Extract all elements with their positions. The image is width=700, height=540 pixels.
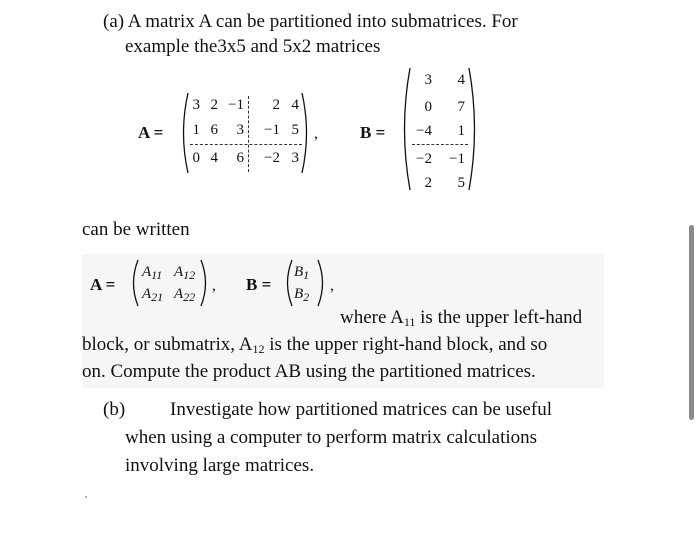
explanation-line-3: on. Compute the product AB using the partitioned matrices. (82, 361, 536, 382)
block-a-comma: , (212, 277, 216, 294)
block-matrix-b (246, 258, 346, 310)
part-b-line-1: Investigate how partitioned matrices can be useful (170, 399, 552, 420)
matrix-a-label: A = (138, 123, 164, 142)
matrix-b-cell: 5 (457, 175, 465, 191)
block-b-comma: , (330, 277, 334, 294)
vertical-scrollbar[interactable] (689, 225, 694, 420)
matrix-b-cell: 3 (424, 72, 432, 88)
matrix-a-cell: 1 (192, 122, 200, 138)
matrix-a-cell: 3 (291, 150, 299, 166)
matrix-a-cell: 2 (272, 97, 280, 113)
matrix-a-cell: −1 (228, 97, 244, 113)
block-matrix-a-label: A = (90, 275, 116, 294)
matrix-a-cell: 4 (291, 97, 299, 113)
block-matrix-b-label: B = (246, 275, 272, 294)
matrix-b-cell: 2 (424, 175, 432, 191)
block-a12: $A_{12}$ (174, 264, 196, 282)
block-b2: $B_2$ (294, 286, 310, 304)
matrix-b-right-paren (467, 65, 481, 193)
matrix-a-cell: 6 (236, 150, 244, 166)
matrix-b (356, 65, 496, 195)
block-a-right-paren (199, 258, 211, 308)
part-a-line-1: (a) A matrix A can be partitioned into submatrices. For (103, 11, 518, 32)
matrix-a (138, 90, 358, 180)
matrix-b-cell: 1 (457, 123, 465, 139)
matrix-b-cell: −1 (449, 151, 465, 167)
matrix-a-cell: 4 (210, 150, 218, 166)
explanation-line-1: where $A_{11}$ is the upper left-hand (340, 307, 583, 329)
matrix-a-cell: −2 (264, 150, 280, 166)
matrix-b-cell: 0 (424, 99, 432, 115)
can-be-written-text: can be written (82, 219, 190, 240)
matrix-b-cell: −2 (416, 151, 432, 167)
part-b-line-2: when using a computer to perform matrix calculations (125, 427, 538, 448)
matrix-a-cell: 5 (291, 122, 299, 138)
part-b-line-3: involving large matrices. (125, 455, 315, 476)
matrix-a-horizontal-partition (190, 144, 302, 145)
block-a-left-paren (128, 258, 140, 308)
matrix-a-comma: , (314, 125, 318, 142)
matrix-a-cell: 2 (210, 97, 218, 113)
part-b-marker: (b) (103, 399, 126, 420)
matrix-a-cell: 6 (210, 122, 218, 138)
matrix-b-cell: −4 (416, 123, 432, 139)
matrix-a-vertical-partition (248, 96, 249, 172)
matrix-b-horizontal-partition (412, 144, 468, 145)
matrix-a-right-paren (300, 90, 312, 176)
matrix-b-label: B = (360, 123, 386, 142)
matrix-a-cell: 3 (236, 122, 244, 138)
block-b-left-paren (282, 258, 294, 308)
part-a-line-2: example the3x5 and 5x2 matrices (125, 36, 381, 57)
stray-dot (85, 496, 87, 498)
matrix-a-cell: 3 (192, 97, 200, 113)
block-b1: $B_1$ (294, 264, 310, 282)
matrix-a-cell: 0 (192, 150, 200, 166)
explanation-line-2: block, or submatrix, $A_{12}$ is the upper right-hand block, and so (82, 334, 548, 356)
block-a21: $A_{21}$ (142, 286, 164, 304)
block-a11: $A_{11}$ (142, 264, 163, 282)
matrix-b-cell: 4 (457, 72, 465, 88)
matrix-b-cell: 7 (457, 99, 465, 115)
block-a22: $A_{22}$ (174, 286, 196, 304)
matrix-a-cell: −1 (264, 122, 280, 138)
block-b-right-paren (316, 258, 328, 308)
